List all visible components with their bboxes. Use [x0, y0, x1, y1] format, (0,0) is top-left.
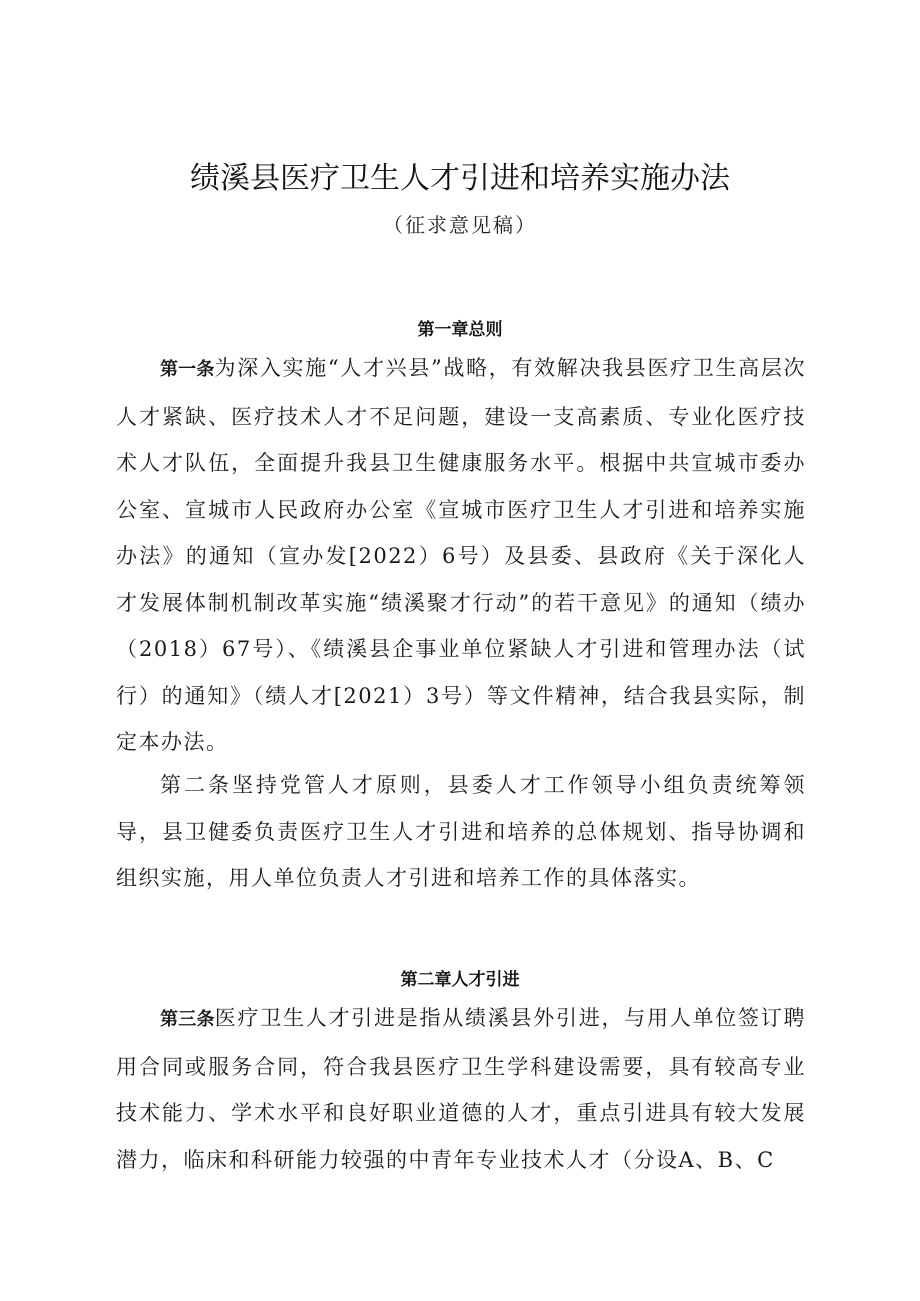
article-paragraph — [116, 995, 806, 1183]
chapter-heading: 第一章总则 — [417, 320, 503, 340]
article-paragraph — [116, 762, 806, 902]
article-text: 为深入实施“人才兴县”战略，有效解决我县医疗卫生高层次人才紧缺、医疗技术人才不足问题，建设一支高素质、专业化医疗技术人才队伍，全面提升我县卫生健康服务水平。根据中共宣城市委办公室、宣城市人民政府办公室《宣城市医疗卫生人才引进和培养实施办法》的通知（宣办发[2022）6号）及县委、县政府《关于深化人才发展体制机制改革实施“绩溪聚才行动”的若干意见》的通知（绩办（2018）67号）、《绩溪县企事业单位紧缺人才引进和管理办法（试行）的通知》（绩人才[2021）3号）等文件精神，结合我县实际，制定本办法。 — [116, 356, 806, 754]
article-paragraph — [116, 345, 806, 766]
article-label: 第一条 — [160, 359, 215, 380]
document-subtitle: （征求意见稿） — [383, 213, 537, 237]
document-title: 绩溪县医疗卫生人才引进和培养实施办法 — [190, 161, 730, 196]
chapter-heading: 第二章人才引进 — [400, 970, 520, 990]
article-text: 第二条坚持党管人才原则，县委人才工作领导小组负责统筹领导，县卫健委负责医疗卫生人才引进和培养的总体规划、指导协调和组织实施，用人单位负责人才引进和培养工作的具体落实。 — [116, 773, 806, 890]
article-label: 第三条 — [160, 1009, 215, 1030]
article-text: 医疗卫生人才引进是指从绩溪县外引进，与用人单位签订聘用合同或服务合同，符合我县医疗卫生学科建设需要，具有较高专业技术能力、学术水平和良好职业道德的人才，重点引进具有较大发展潜力，临床和科研能力较强的中青年专业技术人才（分设A、B、C — [116, 1006, 806, 1172]
